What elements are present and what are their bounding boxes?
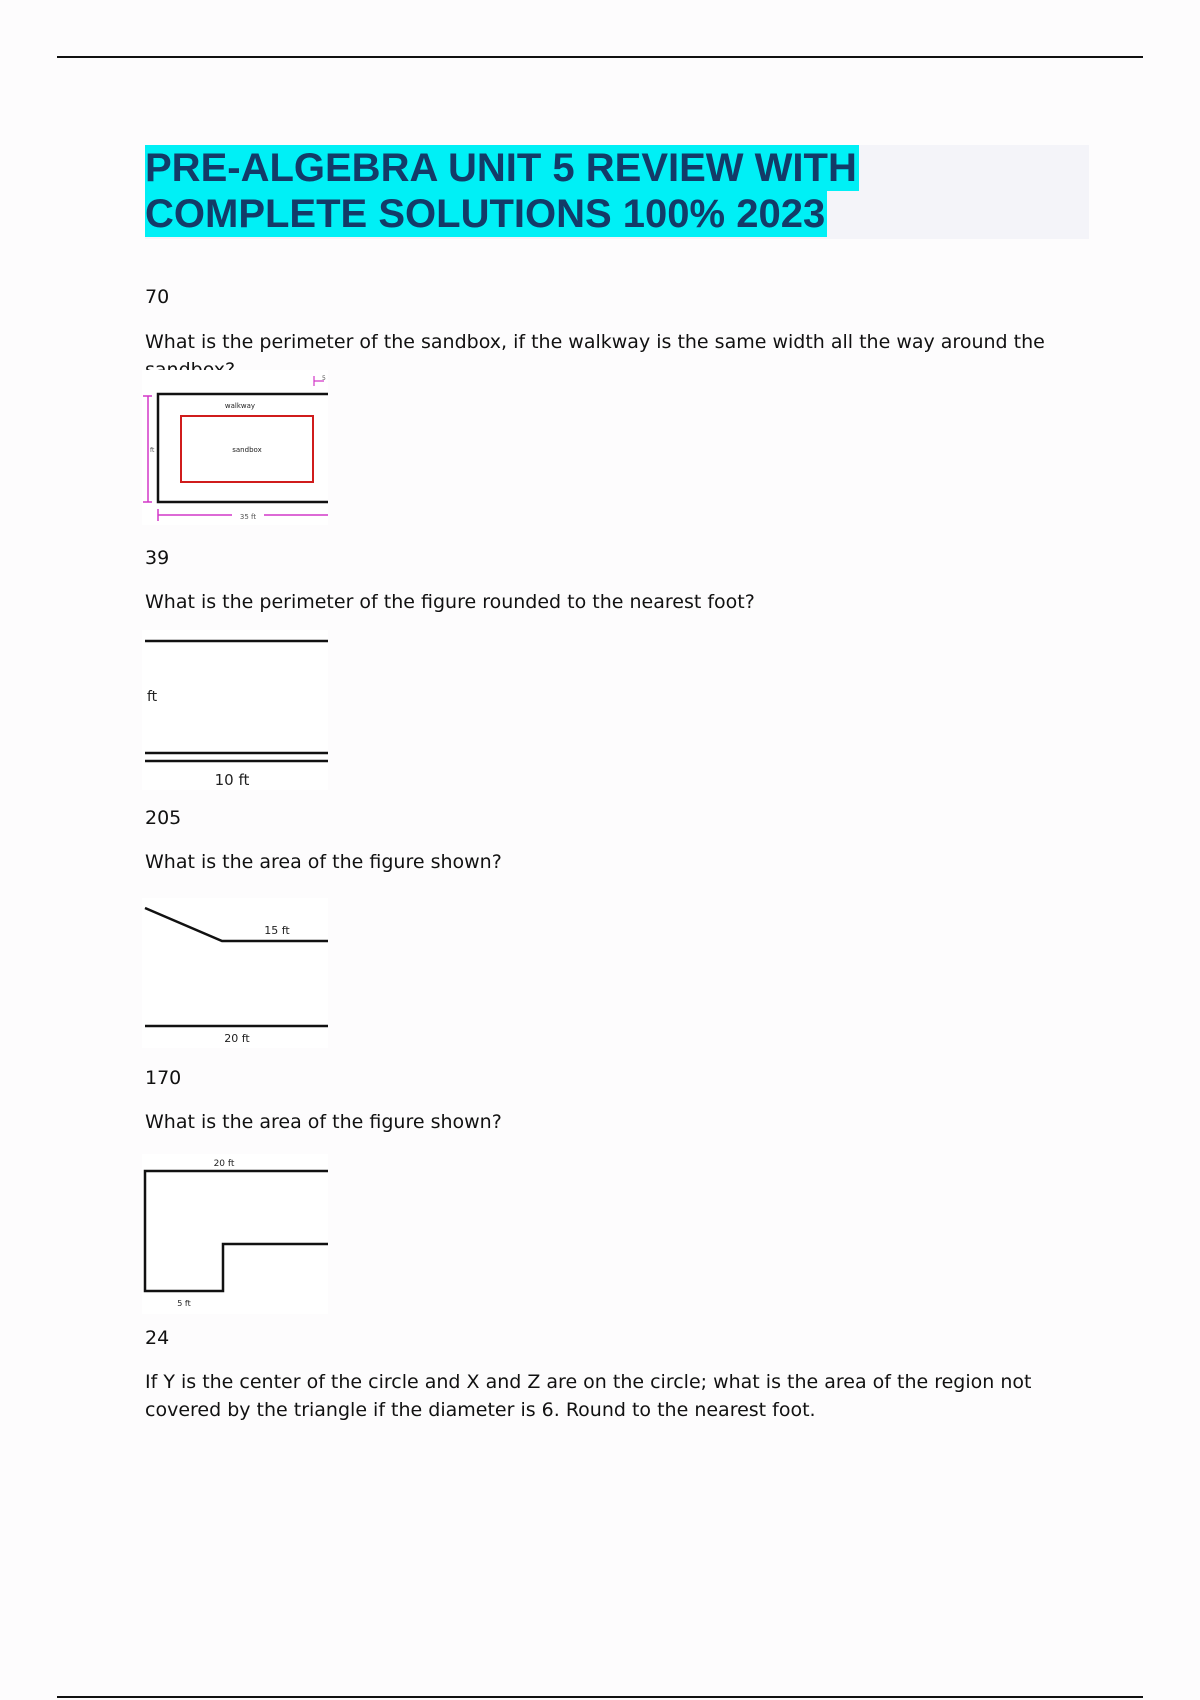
question-5: If Y is the center of the circle and X and Z are on the circle; what is the area of the region not covered by the triangle if the diameter is 6. Round to the nearest foot.	[145, 1371, 1032, 1421]
l-shape-outline	[145, 1171, 328, 1291]
question-3: What is the area of the figure shown?	[145, 851, 502, 873]
sandbox-figure	[142, 370, 328, 525]
trapezoid-figure	[142, 898, 328, 1048]
answer-4: 170	[145, 1067, 182, 1089]
figure-bottom-edge	[145, 753, 328, 761]
sandbox-label: sandbox	[232, 446, 262, 454]
bottom-label: 5 ft	[177, 1299, 191, 1308]
answer-1: 70	[145, 286, 170, 308]
answer-2: 39	[145, 547, 170, 569]
footer-rule	[57, 1696, 1143, 1698]
title-line-2: COMPLETE SOLUTIONS 100% 2023	[145, 192, 826, 236]
side-label: ft	[147, 689, 158, 705]
question-4: What is the area of the figure shown?	[145, 1111, 502, 1133]
bottom-label: 10 ft	[214, 771, 250, 789]
walkway-label: walkway	[224, 402, 256, 410]
width-label: 35 ft	[239, 513, 257, 521]
header-rule	[57, 56, 1143, 58]
perimeter-figure	[142, 630, 328, 790]
top-label: 5	[322, 375, 326, 382]
side-label: ft	[150, 447, 155, 454]
l-shape-figure	[142, 1154, 328, 1314]
answer-3: 205	[145, 807, 182, 829]
figure-top-edges	[145, 908, 328, 941]
page-title	[145, 145, 859, 237]
top-label: 15 ft	[264, 924, 290, 937]
top-label: 20 ft	[213, 1159, 235, 1169]
question-1: What is the perimeter of the sandbox, if the walkway is the same width all the way around the	[145, 331, 1045, 353]
answer-5: 24	[145, 1327, 170, 1349]
question-2: What is the perimeter of the figure rounded to the nearest foot?	[145, 591, 755, 613]
title-line-1: PRE-ALGEBRA UNIT 5 REVIEW WITH	[145, 146, 857, 190]
bottom-label: 20 ft	[224, 1032, 250, 1045]
